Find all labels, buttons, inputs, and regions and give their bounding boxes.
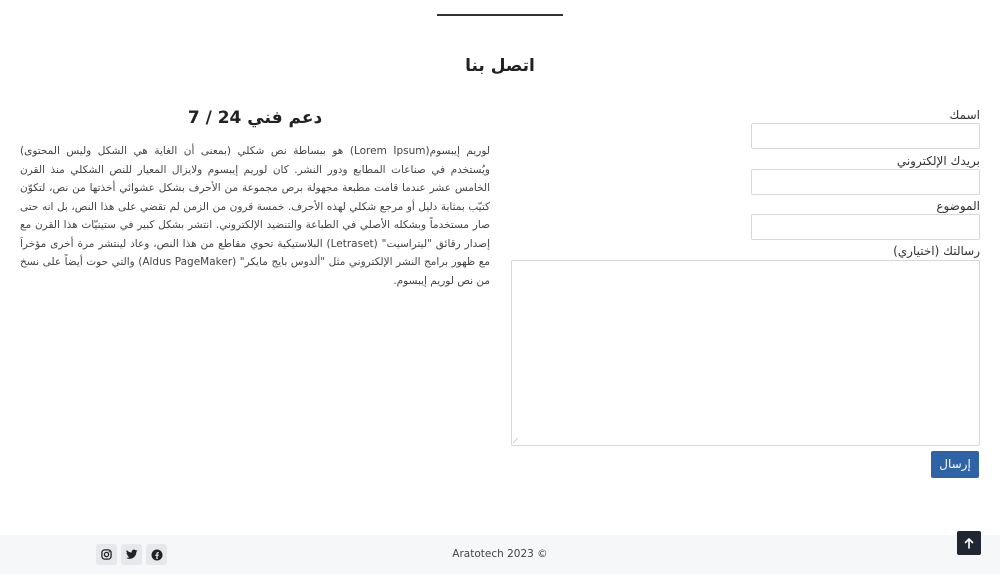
email-label: بريدك الإلكتروني xyxy=(896,154,980,168)
resize-grip-icon[interactable]: ⟋ xyxy=(513,437,518,445)
subject-input[interactable] xyxy=(751,214,980,240)
subject-label: الموضوع xyxy=(936,199,980,213)
support-title: دعم فني 24 / 7 xyxy=(187,108,323,128)
back-to-top-button[interactable] xyxy=(957,531,981,555)
message-label: رسالتك (اختياري) xyxy=(893,244,980,258)
page-title: اتصل بنا xyxy=(465,56,535,76)
support-text: لوريم إيبسوم(Lorem Ipsum) هو ببساطة نص شكلي (بمعنى أن الغاية هي الشكل وليس المحتوى) ويُستخدم في صناعات المطابع ودور النشر. كان لوريم إيبسوم ولايزال المعيار للنص الشكلي منذ القرن الخامس عشر عندما قامت مطبعة مجهولة برص مجموعة من الأحرف بشكل عشوائي أخذتها من نص، لتكوّن كتيّب بمثابة دليل أو مرجع شكلي لهذه الأحرف. خمسة قرون من الزمن لم تقضي على هذا النص، بل انه حتى صار مستخدماً وبشكله الأصلي في الطباعة والتنضيد الإلكتروني. انتشر بشكل كبير في ستينيّات هذا القرن مع إصدار رقائق "ليتراسيت" (Letraset) البلاستيكية تحوي مقاطع من هذا النص، وعاد لينتشر مرة أخرى مؤخراَ مع ظهور برامج النشر الإلكتروني مثل "ألدوس بايج مايكر" (Aldus PageMaker) والتي حوت أيضاً على نسخ من نص لوريم إيبسوم. xyxy=(20,145,490,287)
copyright-text: Aratotech 2023 © xyxy=(452,548,548,560)
header-divider xyxy=(437,14,563,16)
message-textarea[interactable] xyxy=(511,260,980,446)
arrow-up-icon xyxy=(964,538,974,549)
footer xyxy=(0,535,1000,574)
email-input[interactable] xyxy=(751,169,980,195)
name-input[interactable] xyxy=(751,123,980,149)
submit-button[interactable]: إرسال xyxy=(931,451,979,478)
name-label: اسمك xyxy=(949,108,980,122)
